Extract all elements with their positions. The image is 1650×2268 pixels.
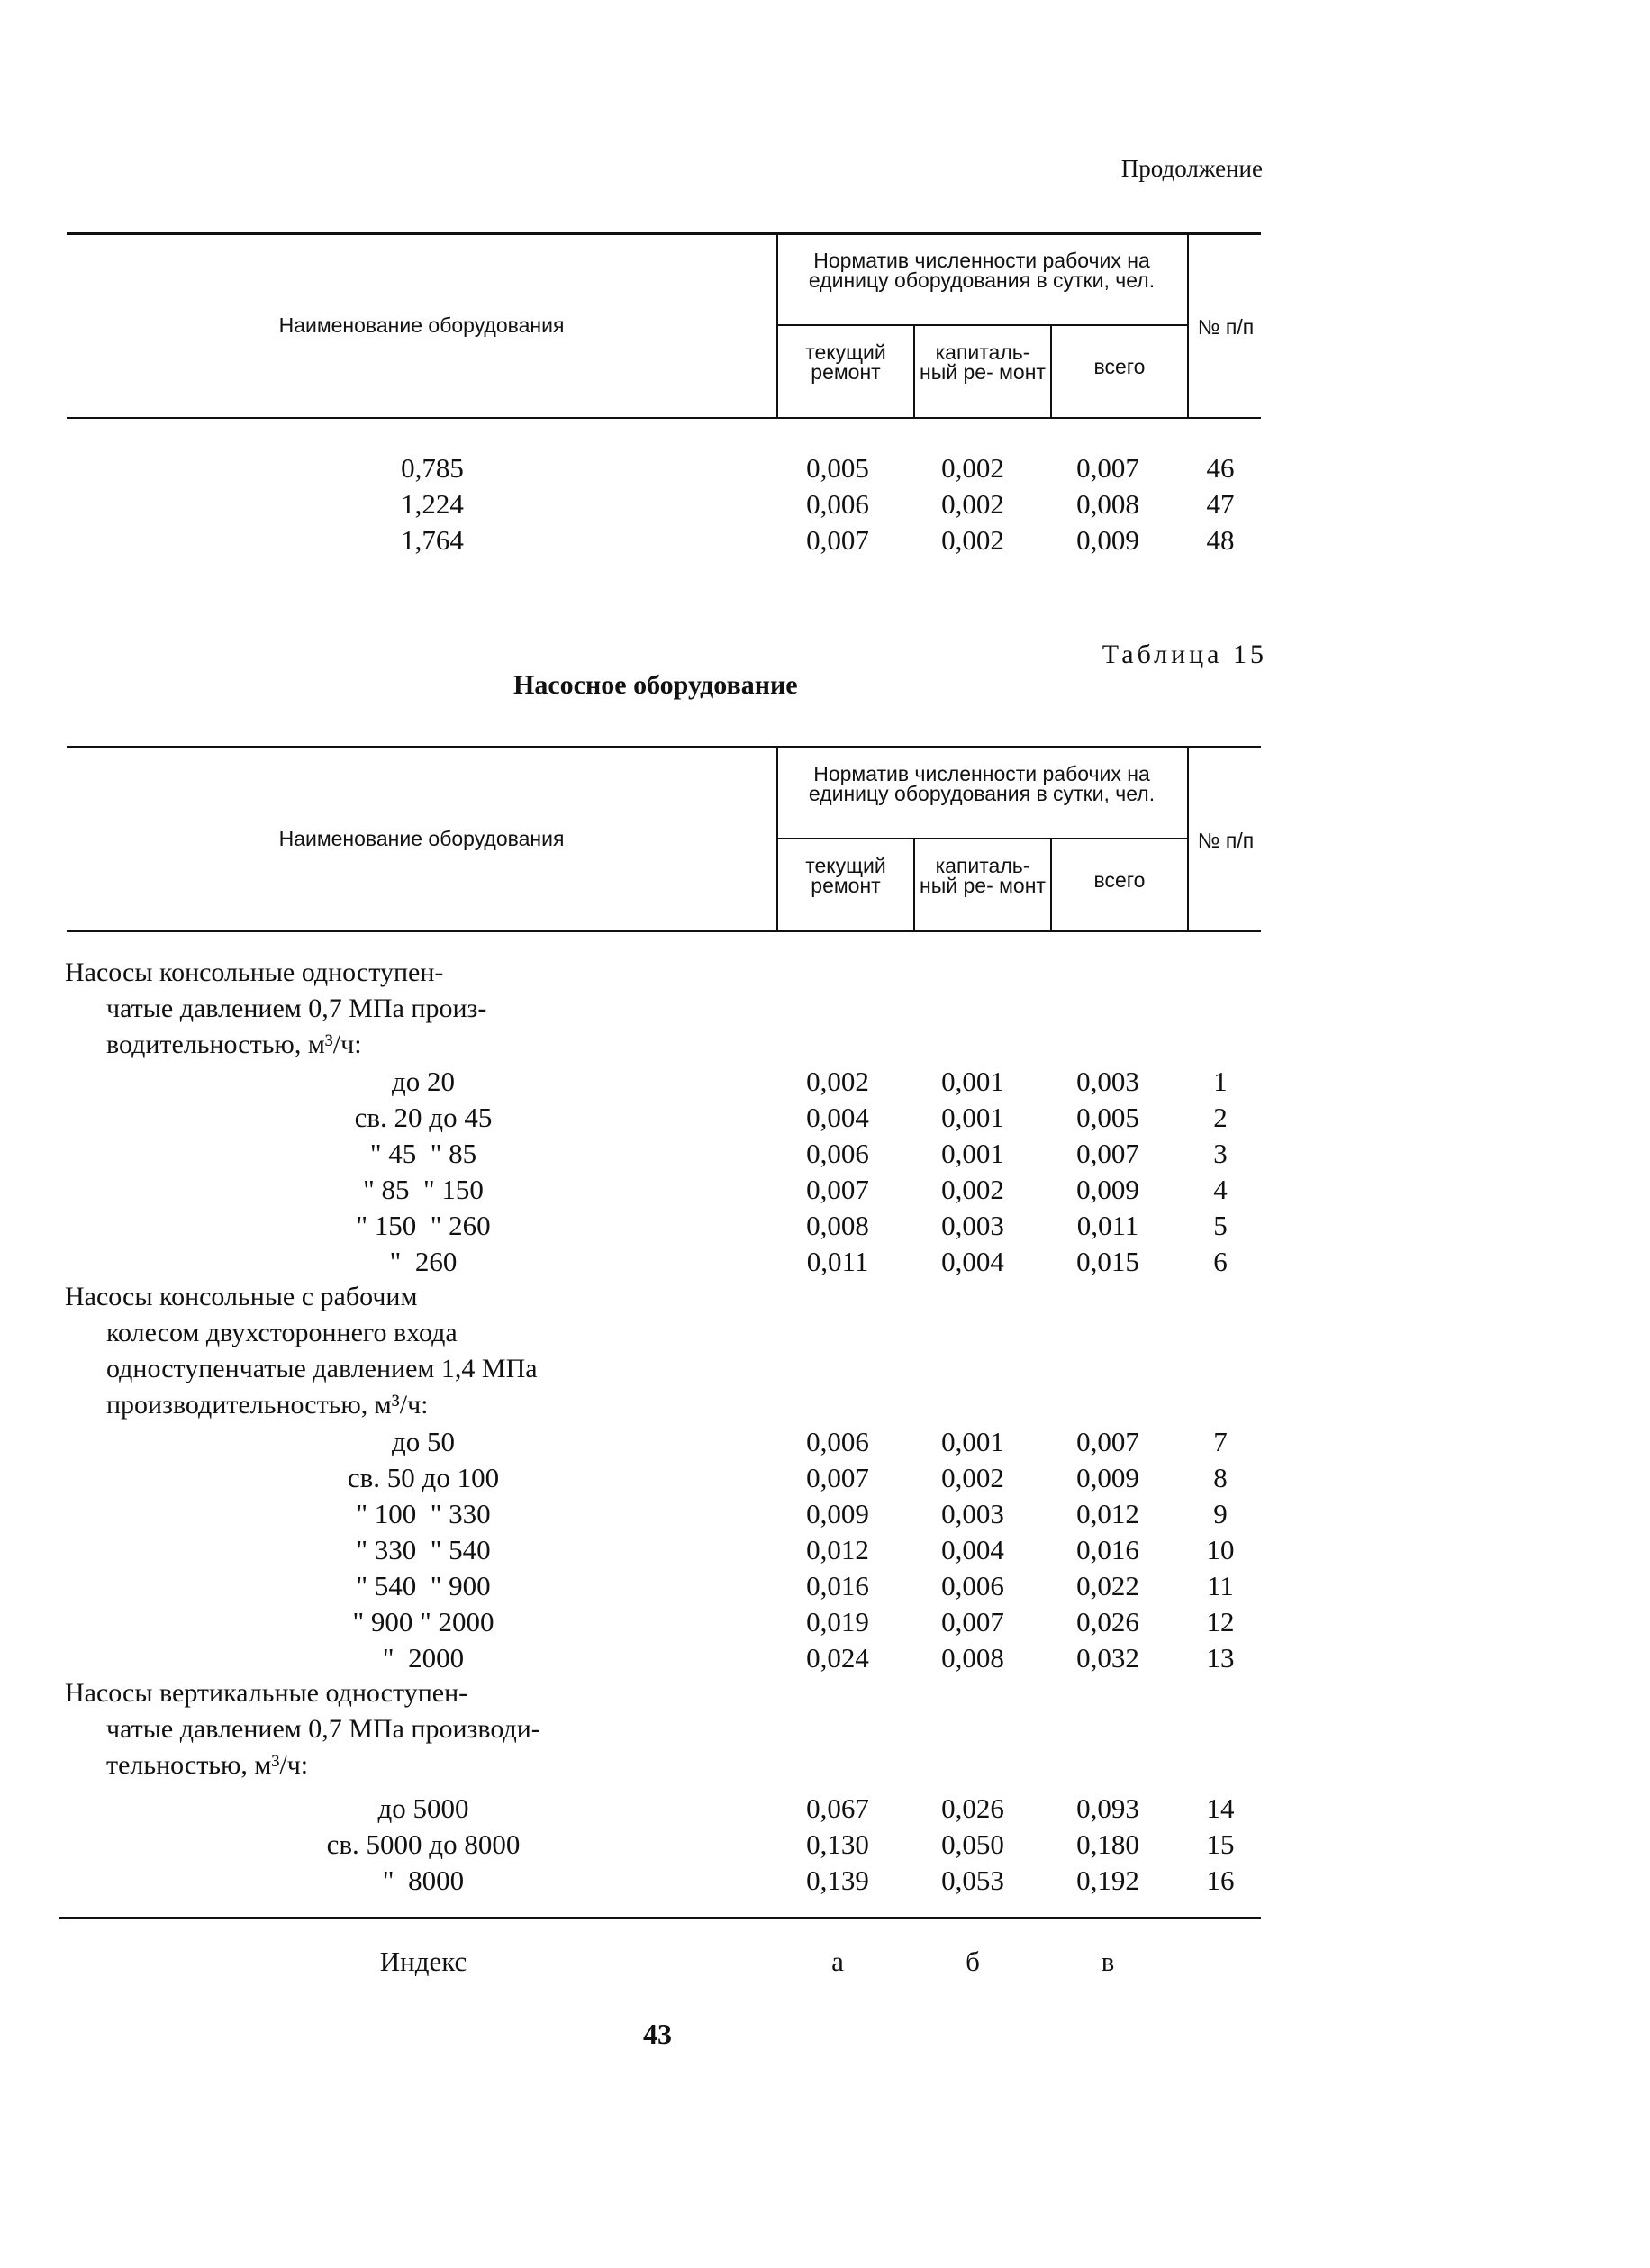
group-line: Насосы вертикальные одноступен- <box>65 1678 468 1708</box>
table-title: Насосное оборудование <box>513 670 798 700</box>
header-sub-rule <box>776 324 1187 326</box>
table-row <box>0 1210 1650 1246</box>
cell-num: 14 <box>1206 1792 1235 1824</box>
cell-total: 0,192 <box>1076 1864 1139 1896</box>
cell-num: 12 <box>1206 1606 1235 1637</box>
cell-num: 2 <box>1213 1102 1228 1133</box>
cell-capital: 0,001 <box>941 1426 1004 1457</box>
table-row <box>0 1828 1650 1864</box>
table-row <box>0 1792 1650 1828</box>
cell-capital: 0,008 <box>941 1642 1004 1674</box>
col-header-name: Наименование оборудования <box>278 827 565 850</box>
table-row <box>0 1138 1650 1174</box>
header-divider <box>913 838 915 930</box>
row-name: до 20 <box>391 1066 456 1097</box>
cell-num: 48 <box>1206 524 1235 556</box>
cell-total: 0,007 <box>1076 1426 1139 1457</box>
cell-total: 0,011 <box>1076 1210 1139 1241</box>
cell-current: 0,016 <box>806 1570 869 1601</box>
cell-num: 5 <box>1213 1210 1228 1241</box>
header-divider <box>1050 324 1052 417</box>
cell-total: 0,009 <box>1076 1174 1139 1205</box>
col-header-total: всего <box>1093 868 1146 892</box>
row-name: 0,785 <box>401 452 464 484</box>
cell-capital: 0,026 <box>941 1792 1004 1824</box>
cell-total: 0,093 <box>1076 1792 1139 1824</box>
cell-num: 16 <box>1206 1864 1235 1896</box>
header-divider <box>1187 746 1189 930</box>
table-row <box>0 1642 1650 1678</box>
group-line: водительностью, м³/ч: <box>106 1030 362 1059</box>
cell-current: 0,006 <box>806 1426 869 1457</box>
col-header-capital: капиталь- ный ре- монт <box>920 854 1046 897</box>
cell-current: 0,007 <box>806 1174 869 1205</box>
cell-num: 47 <box>1206 488 1235 520</box>
row-name: 1,224 <box>401 488 464 520</box>
index-label: Индекс <box>379 1946 467 1977</box>
cell-capital: 0,004 <box>941 1534 1004 1565</box>
row-name: " 150 " 260 <box>356 1210 491 1241</box>
table-row <box>0 1864 1650 1901</box>
row-name: " 540 " 900 <box>356 1570 491 1601</box>
cell-total: 0,007 <box>1076 452 1139 484</box>
cell-total: 0,009 <box>1076 524 1139 556</box>
cell-num: 46 <box>1206 452 1235 484</box>
continuation-label: Продолжение <box>1120 155 1263 182</box>
cell-total: 0,180 <box>1076 1828 1139 1860</box>
cell-num: 10 <box>1206 1534 1235 1565</box>
cell-total: 0,012 <box>1076 1498 1139 1529</box>
table-row <box>0 1534 1650 1570</box>
cell-current: 0,130 <box>806 1828 869 1860</box>
cell-current: 0,004 <box>806 1102 869 1133</box>
table-row <box>0 452 1650 488</box>
cell-current: 0,002 <box>806 1066 869 1097</box>
cell-capital: 0,006 <box>941 1570 1004 1601</box>
top-header-rule <box>67 232 1261 235</box>
col-header-current: текущий ремонт <box>805 340 886 384</box>
table-row <box>0 1498 1650 1534</box>
cell-current: 0,139 <box>806 1864 869 1896</box>
cell-total: 0,016 <box>1076 1534 1139 1565</box>
cell-capital: 0,002 <box>941 452 1004 484</box>
row-name: " 2000 <box>382 1642 465 1674</box>
cell-current: 0,009 <box>806 1498 869 1529</box>
col-header-total: всего <box>1093 355 1146 378</box>
cell-total: 0,009 <box>1076 1462 1139 1493</box>
cell-current: 0,005 <box>806 452 869 484</box>
cell-capital: 0,003 <box>941 1498 1004 1529</box>
cell-total: 0,003 <box>1076 1066 1139 1097</box>
row-name: св. 50 до 100 <box>347 1462 500 1493</box>
cell-capital: 0,007 <box>941 1606 1004 1637</box>
cell-total: 0,008 <box>1076 488 1139 520</box>
index-v: в <box>1101 1946 1115 1977</box>
header-divider <box>913 324 915 417</box>
cell-num: 6 <box>1213 1246 1228 1277</box>
cell-total: 0,022 <box>1076 1570 1139 1601</box>
col-header-capital: капиталь- ный ре- монт <box>920 340 1046 384</box>
t15-header-rule <box>67 746 1261 748</box>
cell-num: 8 <box>1213 1462 1228 1493</box>
cell-num: 3 <box>1213 1138 1228 1169</box>
cell-capital: 0,001 <box>941 1066 1004 1097</box>
group-line: колесом двухстороннего входа <box>106 1318 458 1347</box>
header-divider <box>1050 838 1052 930</box>
group-description <box>65 1675 641 1783</box>
row-name: " 260 <box>389 1246 458 1277</box>
group-line: Насосы консольные одноступен- <box>65 957 444 987</box>
cell-current: 0,006 <box>806 488 869 520</box>
cell-total: 0,015 <box>1076 1246 1139 1277</box>
table-label: Таблица 15 <box>1102 640 1267 669</box>
table-row <box>0 1606 1650 1642</box>
cell-current: 0,011 <box>806 1246 869 1277</box>
cell-capital: 0,003 <box>941 1210 1004 1241</box>
page-number: 43 <box>643 2018 672 2050</box>
group-description <box>65 1279 641 1423</box>
row-name: до 50 <box>391 1426 456 1457</box>
cell-capital: 0,001 <box>941 1102 1004 1133</box>
col-header-num: № п/п <box>1197 315 1255 339</box>
table-row <box>0 1570 1650 1606</box>
cell-capital: 0,004 <box>941 1246 1004 1277</box>
group-line: одноступенчатые давлением 1,4 МПа <box>106 1354 538 1383</box>
cell-num: 15 <box>1206 1828 1235 1860</box>
row-name: " 45 " 85 <box>369 1138 477 1169</box>
cell-num: 11 <box>1207 1570 1234 1601</box>
cell-num: 9 <box>1213 1498 1228 1529</box>
table-row <box>0 1462 1650 1498</box>
cell-capital: 0,002 <box>941 488 1004 520</box>
cell-capital: 0,002 <box>941 1462 1004 1493</box>
cell-num: 4 <box>1213 1174 1228 1205</box>
cell-current: 0,007 <box>806 524 869 556</box>
col-header-current: текущий ремонт <box>805 854 886 897</box>
table-bottom-rule <box>59 1917 1261 1919</box>
index-a: а <box>831 1946 844 1977</box>
cell-num: 13 <box>1206 1642 1235 1674</box>
cell-current: 0,012 <box>806 1534 869 1565</box>
cell-current: 0,024 <box>806 1642 869 1674</box>
cell-total: 0,007 <box>1076 1138 1139 1169</box>
table-row <box>0 524 1650 560</box>
group-line: чатые давлением 0,7 МПа произ- <box>106 993 487 1023</box>
table-row <box>0 1066 1650 1102</box>
cell-capital: 0,050 <box>941 1828 1004 1860</box>
cell-current: 0,019 <box>806 1606 869 1637</box>
col-header-num: № п/п <box>1197 829 1255 852</box>
table-row <box>0 1174 1650 1210</box>
table-row <box>0 1426 1650 1462</box>
row-name: до 5000 <box>377 1792 469 1824</box>
group-line: производительностью, м³/ч: <box>106 1390 429 1420</box>
group-line: чатые давлением 0,7 МПа производи- <box>106 1714 540 1744</box>
index-b: б <box>966 1946 980 1977</box>
header-divider <box>1187 232 1189 417</box>
col-header-norm: Норматив численности рабочих на единицу оборудования в сутки, чел. <box>808 249 1156 292</box>
col-header-norm: Норматив численности рабочих на единицу оборудования в сутки, чел. <box>808 762 1156 805</box>
top-header-bottom-rule <box>67 417 1261 419</box>
table-row <box>0 488 1650 524</box>
cell-current: 0,067 <box>806 1792 869 1824</box>
t15-header-bottom-rule <box>67 930 1261 932</box>
row-name: " 8000 <box>382 1864 465 1896</box>
row-name: " 85 " 150 <box>363 1174 484 1205</box>
group-line: Насосы консольные с рабочим <box>65 1282 418 1311</box>
row-name: " 100 " 330 <box>356 1498 491 1529</box>
cell-capital: 0,053 <box>941 1864 1004 1896</box>
table-row <box>0 1246 1650 1282</box>
cell-capital: 0,002 <box>941 524 1004 556</box>
cell-total: 0,032 <box>1076 1642 1139 1674</box>
cell-num: 7 <box>1213 1426 1228 1457</box>
group-line: тельностью, м³/ч: <box>106 1750 309 1780</box>
row-name: 1,764 <box>401 524 464 556</box>
table-row <box>0 1102 1650 1138</box>
cell-num: 1 <box>1213 1066 1228 1097</box>
cell-total: 0,026 <box>1076 1606 1139 1637</box>
cell-total: 0,005 <box>1076 1102 1139 1133</box>
group-description <box>65 955 641 1063</box>
cell-capital: 0,002 <box>941 1174 1004 1205</box>
row-name: " 330 " 540 <box>356 1534 491 1565</box>
row-name: св. 20 до 45 <box>354 1102 493 1133</box>
cell-current: 0,008 <box>806 1210 869 1241</box>
cell-capital: 0,001 <box>941 1138 1004 1169</box>
index-row <box>0 1946 1650 1982</box>
cell-current: 0,007 <box>806 1462 869 1493</box>
row-name: св. 5000 до 8000 <box>326 1828 521 1860</box>
col-header-name: Наименование оборудования <box>278 313 565 337</box>
cell-current: 0,006 <box>806 1138 869 1169</box>
row-name: " 900 " 2000 <box>352 1606 494 1637</box>
header-sub-rule <box>776 838 1187 839</box>
